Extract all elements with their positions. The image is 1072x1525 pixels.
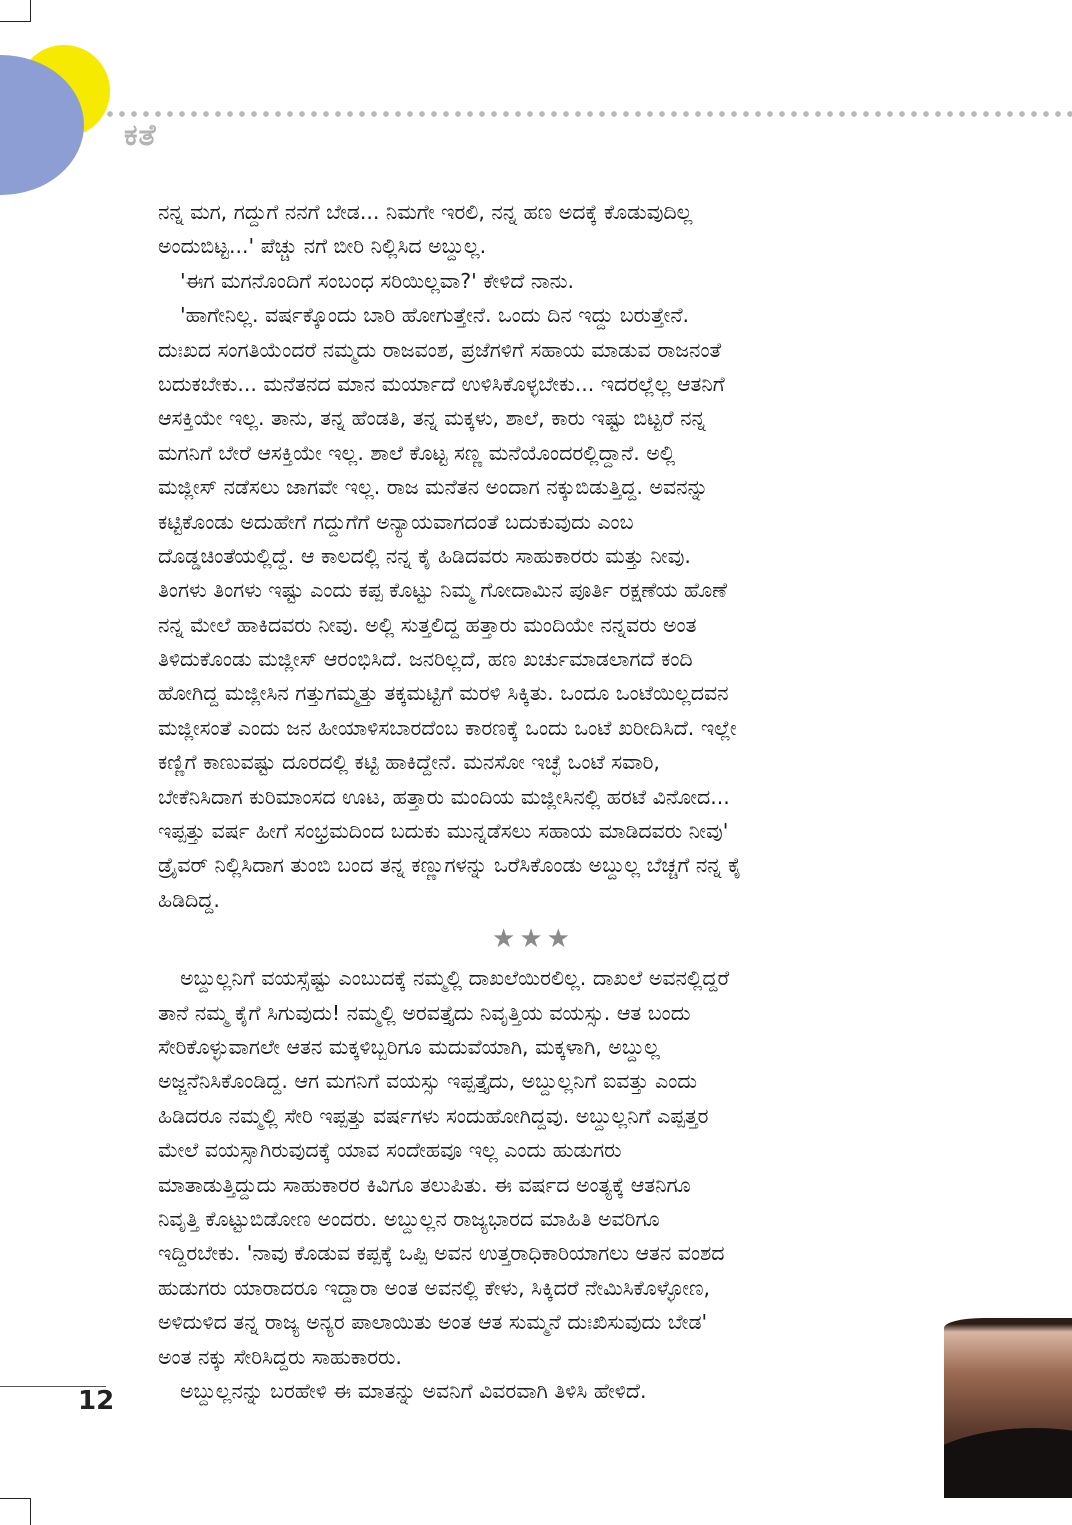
text-line: ಆಸಕ್ತಿಯೇ ಇಲ್ಲ. ತಾನು, ತನ್ನ ಹೆಂಡತಿ, ತನ್ನ ಮಕ್ಕಳು, ಶಾಲೆ, ಕಾರು ಇಷ್ಟು ಬಿಟ್ಟರೆ ನನ್ನ [158,406,706,431]
text-line: ಮಜ್ಲೀಸ್ ನಡೆಸಲು ಜಾಗವೇ ಇಲ್ಲ. ರಾಜ ಮನೆತನ ಅಂದಾಗ ನಕ್ಕುಬಿಡುತ್ತಿದ್ದ. ಅವನನ್ನು [158,475,709,500]
section-divider-stars: ★★★ [492,924,574,955]
text-line: 'ಹಾಗೇನಿಲ್ಲ. ವರ್ಷಕ್ಕೊಂದು ಬಾರಿ ಹೋಗುತ್ತೇನೆ. ಒಂದು ದಿನ ಇದ್ದು ಬರುತ್ತೇನೆ. [180,303,690,328]
text-line: ಅಬ್ದುಲ್ಲನಿಗೆ ವಯಸ್ಸೆಷ್ಟು ಎಂಬುದಕ್ಕೆ ನಮ್ಮಲ್ಲಿ ದಾಖಲೆಯಿರಲಿಲ್ಲ. ದಾಖಲೆ ಅವನಲ್ಲಿದ್ದರೆ [180,966,730,991]
text-line: 'ಈಗ ಮಗನೊಂದಿಗೆ ಸಂಬಂಧ ಸರಿಯಿಲ್ಲವಾ?' ಕೇಳಿದೆ ನಾನು. [180,268,575,293]
corner-photo [944,1318,1072,1498]
page-number: 12 [78,1386,115,1416]
text-line: ಕಟ್ಟಿಕೊಂಡು ಅದುಹೇಗೆ ಗದ್ದುಗೆಗೆ ಅನ್ಯಾಯವಾಗದಂತೆ ಬದುಕುವುದು ಎಂಬ [158,509,634,534]
paragraph [158,961,908,1374]
story-body [158,195,908,1408]
section-label: ಕತೆ [124,118,157,153]
text-line: ತಿಂಗಳು ತಿಂಗಳು ಇಷ್ಟು ಎಂದು ಕಪ್ಪ ಕೊಟ್ಟು ನಿಮ್ಮ ಗೋದಾಮಿನ ಪೂರ್ತಿ ರಕ್ಷಣೆಯ ಹೊಣೆ [158,578,728,603]
text-line: ಅಂದುಬಿಟ್ಟ...' ಪೆಚ್ಚು ನಗೆ ಬೀರಿ ನಿಲ್ಲಿಸಿದ ಅಬ್ದುಲ್ಲ. [158,234,487,259]
text-line: ಸೇರಿಕೊಳ್ಳುವಾಗಲೇ ಆತನ ಮಕ್ಕಳಿಬ್ಬರಿಗೂ ಮದುವೆಯಾಗಿ, ಮಕ್ಕಳಾಗಿ, ಅಬ್ದುಲ್ಲ [158,1034,660,1059]
text-line: ನನ್ನ ಮಗ, ಗದ್ದುಗೆ ನನಗೆ ಬೇಡ... ನಿಮಗೇ ಇರಲಿ, ನನ್ನ ಹಣ ಅದಕ್ಕೆ ಕೊಡುವುದಿಲ್ಲ [158,200,693,224]
text-line: ಮೇಲೆ ವಯಸ್ಸಾಗಿರುವುದಕ್ಕೆ ಯಾವ ಸಂದೇಹವೂ ಇಲ್ಲ ಎಂದು ಹುಡುಗರು [158,1138,622,1163]
text-line: ನನ್ನ ಮೇಲೆ ಹಾಕಿದವರು ನೀವು. ಅಲ್ಲಿ ಸುತ್ತಲಿದ್ದ ಹತ್ತಾರು ಮಂದಿಯೇ ನನ್ನವರು ಅಂತ [158,612,697,637]
crop-mark-top-left-horizontal [0,21,31,22]
text-line: ಅಜ್ಜನೆನಿಸಿಕೊಂಡಿದ್ದ. ಆಗ ಮಗನಿಗೆ ವಯಸ್ಸು ಇಪ್ಪತ್ತೈದು, ಅಬ್ದುಲ್ಲನಿಗೆ ಐವತ್ತು ಎಂದು [158,1069,698,1094]
text-line: ಅಬ್ದುಲ್ಲನನ್ನು ಬರಹೇಳಿ ಈ ಮಾತನ್ನು ಅವನಿಗೆ ವಿವರವಾಗಿ ತಿಳಿಸಿ ಹೇಳಿದೆ. [180,1378,647,1403]
text-line: ಹುಡುಗರು ಯಾರಾದರೂ ಇದ್ದಾರಾ ಅಂತ ಅವನಲ್ಲಿ ಕೇಳು, ಸಿಕ್ಕಿದರೆ ನೇಮಿಸಿಕೊಳ್ಳೋಣ, [158,1275,711,1300]
text-line: ನಿವೃತ್ತಿ ಕೊಟ್ಟುಬಿಡೋಣ ಅಂದರು. ಅಬ್ದುಲ್ಲನ ರಾಜ್ಯಭಾರದ ಮಾಹಿತಿ ಅವರಿಗೂ [158,1206,660,1231]
text-line: ಹೋಗಿದ್ದ ಮಜ್ಲೀಸಿನ ಗತ್ತುಗಮ್ಮತ್ತು ತಕ್ಕಮಟ್ಟಿಗೆ ಮರಳಿ ಸಿಕ್ಕಿತು. ಒಂದೂ ಒಂಟೆಯಿಲ್ಲದವನ [158,681,729,706]
paragraph [158,1374,908,1408]
paragraph [158,195,908,264]
paragraph [158,298,908,917]
text-line: ಬೇಕೆನಿಸಿದಾಗ ಕುರಿಮಾಂಸದ ಊಟ, ಹತ್ತಾರು ಮಂದಿಯ ಮಜ್ಲೀಸಿನಲ್ಲಿ ಹರಟೆ ವಿನೋದ... [158,784,730,809]
text-line: ಮಗನಿಗೆ ಬೇರೆ ಆಸಕ್ತಿಯೇ ಇಲ್ಲ. ಶಾಲೆ ಕೊಟ್ಟ ಸಣ್ಣ ಮನೆಯೊಂದರಲ್ಲಿದ್ದಾನೆ. ಅಲ್ಲಿ [158,440,676,465]
text-line: ಮಾತಾಡುತ್ತಿದ್ದುದು ಸಾಹುಕಾರರ ಕಿವಿಗೂ ತಲುಪಿತು. ಈ ವರ್ಷದ ಅಂತ್ಯಕ್ಕೆ ಆತನಿಗೂ [158,1172,691,1197]
text-line: ಅಂತ ನಕ್ಕು ಸೇರಿಸಿದ್ದರು ಸಾಹುಕಾರರು. [158,1344,402,1369]
text-line: ಹಿಡಿದರೂ ನಮ್ಮಲ್ಲಿ ಸೇರಿ ಇಪ್ಪತ್ತು ವರ್ಷಗಳು ಸಂದುಹೋಗಿದ್ದವು. ಅಬ್ದುಲ್ಲನಿಗೆ ಎಪ್ಪತ್ತರ [158,1103,709,1128]
text-line: ಬದುಕಬೇಕು... ಮನೆತನದ ಮಾನ ಮರ್ಯಾದೆ ಉಳಿಸಿಕೊಳ್ಳಬೇಕು... ಇದರಲ್ಲೆಲ್ಲ ಆತನಿಗೆ [158,371,725,396]
text-line: ಮಜ್ಲೀಸಂತೆ ಎಂದು ಜನ ಹೀಯಾಳಿಸಬಾರದೆಂಬ ಕಾರಣಕ್ಕೆ ಒಂದು ಒಂಟೆ ಖರೀದಿಸಿದೆ. ಇಲ್ಲೇ [158,715,737,740]
text-line: ದೊಡ್ಡಚಿಂತೆಯಲ್ಲಿದ್ದೆ. ಆ ಕಾಲದಲ್ಲಿ ನನ್ನ ಕೈ ಹಿಡಿದವರು ಸಾಹುಕಾರರು ಮತ್ತು ನೀವು. [158,543,691,568]
text-line: ತಾನೆ ನಮ್ಮ ಕೈಗೆ ಸಿಗುವುದು! ನಮ್ಮಲ್ಲಿ ಅರವತ್ತೈದು ನಿವೃತ್ತಿಯ ವಯಸ್ಸು. ಆತ ಬಂದು [158,1000,691,1025]
text-line: ಹಿಡಿದಿದ್ದ. [158,887,220,912]
corner-photo-dark-arc [944,1428,1072,1498]
text-line: ಇಪ್ಪತ್ತು ವರ್ಷ ಹೀಗೆ ಸಂಭ್ರಮದಿಂದ ಬದುಕು ಮುನ್ನಡೆಸಲು ಸಹಾಯ ಮಾಡಿದವರು ನೀವು' [158,819,729,844]
text-line: ಇದ್ದಿರಬೇಕು. 'ನಾವು ಕೊಡುವ ಕಪ್ಪಕ್ಕೆ ಒಪ್ಪಿ ಅವನ ಉತ್ತರಾಧಿಕಾರಿಯಾಗಲು ಆತನ ವಂಶದ [158,1241,725,1266]
dotted-header-rule [104,110,1072,118]
text-line: ಅಳಿದುಳಿದ ತನ್ನ ರಾಜ್ಯ ಅನ್ಯರ ಪಾಲಾಯಿತು ಅಂತ ಆತ ಸುಮ್ಮನೆ ದುಃಖಿಸುವುದು ಬೇಡ' [158,1310,708,1335]
crop-mark-bottom-left-horizontal [0,1498,31,1499]
text-line: ತಿಳಿದುಕೊಂಡು ಮಜ್ಲೀಸ್ ಆರಂಭಿಸಿದೆ. ಜನರಿಲ್ಲದೆ, ಹಣ ಖರ್ಚುಮಾಡಲಾಗದೆ ಕಂದಿ [158,647,693,672]
crop-mark-top-left-vertical [30,0,31,22]
text-line: ಡ್ರೈವರ್ ನಿಲ್ಲಿಸಿದಾಗ ತುಂಬಿ ಬಂದ ತನ್ನ ಕಣ್ಣುಗಳನ್ನು ಒರೆಸಿಕೊಂಡು ಅಬ್ದುಲ್ಲ ಬೆಚ್ಚಗೆ ನನ್ನ ಕೈ [158,853,742,878]
crop-mark-bottom-left-vertical [30,1498,31,1525]
text-line: ದುಃಖದ ಸಂಗತಿಯೆಂದರೆ ನಮ್ಮದು ರಾಜವಂಶ, ಪ್ರಜೆಗಳಿಗೆ ಸಹಾಯ ಮಾಡುವ ರಾಜನಂತೆ [158,337,722,362]
text-line: ಕಣ್ಣಿಗೆ ಕಾಣುವಷ್ಟು ದೂರದಲ್ಲಿ ಕಟ್ಟಿ ಹಾಕಿದ್ದೇನೆ. ಮನಸೋ ಇಚ್ಛೆ ಒಂಟೆ ಸವಾರಿ, [158,750,660,775]
paragraph [158,264,908,298]
